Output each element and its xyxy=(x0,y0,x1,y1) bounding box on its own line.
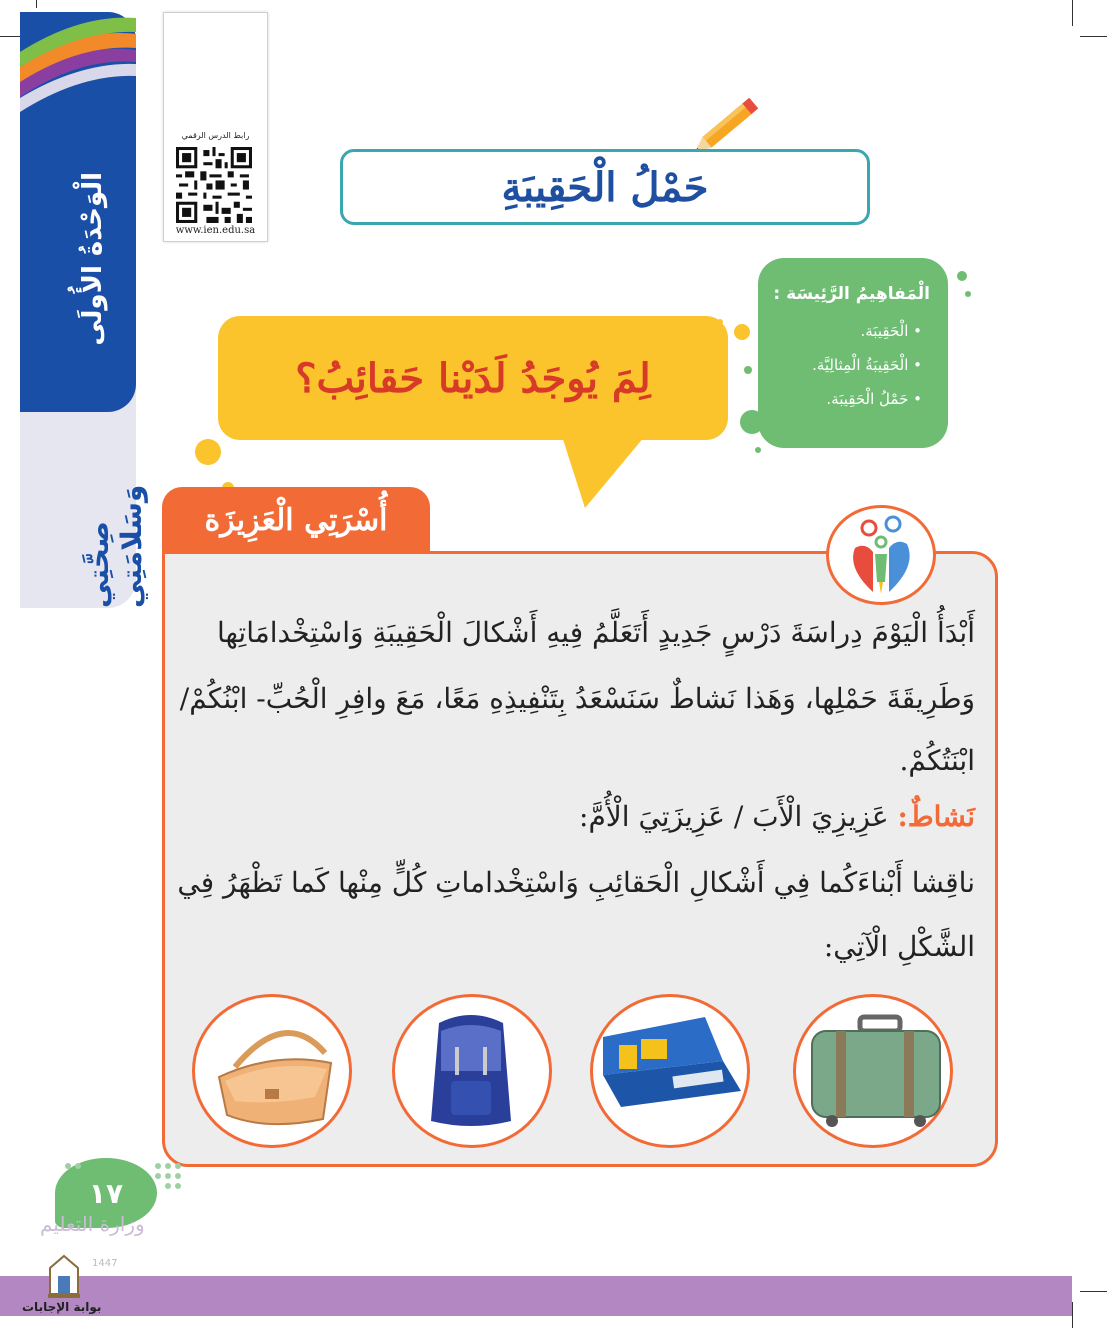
qr-panel xyxy=(163,12,268,242)
lesson-title-box xyxy=(340,149,870,225)
qr-url[interactable]: www.ien.edu.sa xyxy=(175,225,256,236)
portal-label[interactable]: بوابة الإجابات xyxy=(22,1300,102,1314)
side-tab xyxy=(20,12,148,608)
toolbox-icon xyxy=(593,997,747,1145)
backpack-image xyxy=(392,994,552,1148)
toolbox-image xyxy=(590,994,750,1148)
concept-item: • الْحَقِيبَةُ الْمِثالِيَّة. xyxy=(812,356,922,374)
body-line: ناقِشا أَبْناءَكُما فِي أَشْكالِ الْحَقائِبِ وَاسْتِخْداماتِ كُلٍّ مِنْها كَما تَظْهَرُ فِي xyxy=(177,866,975,899)
side-tab-decoration xyxy=(20,12,136,122)
handbag-image xyxy=(192,994,352,1148)
question-text: لِمَ يُوجَدُ لَدَيْنا حَقائِبُ؟ xyxy=(295,354,651,402)
concept-item: • حَمْلُ الْحَقِيبَة. xyxy=(826,390,922,408)
family-section-tab xyxy=(162,487,430,553)
family-icon xyxy=(829,508,933,602)
qr-label: رابط الدرس الرقمي xyxy=(181,131,250,140)
concept-item-text: الْحَقِيبَةُ الْمِثالِيَّة. xyxy=(812,356,909,374)
family-card xyxy=(162,551,998,1167)
footer-band xyxy=(0,1276,1072,1316)
body-line: الشَّكْلِ الْآتِي: xyxy=(823,930,975,963)
pencil-icon xyxy=(690,88,770,158)
unit-label: الْوَحْدَةُ الأُولَى xyxy=(78,172,108,346)
lesson-title: حَمْلُ الْحَقِيبَةِ xyxy=(501,163,709,211)
suitcase-icon xyxy=(796,997,950,1145)
page-number: ١٧ xyxy=(88,1176,124,1210)
backpack-icon xyxy=(395,997,549,1145)
activity-line xyxy=(579,800,975,833)
family-section-title: أُسْرَتِي الْعَزِيزَة xyxy=(204,502,388,538)
year-label: 1447 xyxy=(92,1258,118,1269)
bubble-dots-decoration xyxy=(736,262,976,462)
concept-item: • الْحَقِيبَة. xyxy=(860,322,922,340)
activity-address: عَزِيزِيَ الْأَبَ / عَزِيزَتِيَ الْأُمَّ: xyxy=(579,800,889,833)
activity-label: نَشاطٌ: xyxy=(897,800,975,833)
handbag-icon xyxy=(195,997,349,1145)
body-line: أَبْدَأُ الْيَوْمَ دِراسَةَ دَرْسٍ جَدِيدٍ أَتَعَلَّمُ فِيهِ أَشْكالَ الْحَقِيبَةِ وَاسْتِخْدامَاتِها xyxy=(216,616,975,649)
family-icon-badge xyxy=(826,505,936,605)
key-concepts-title: الْمَفاهِيمُ الرَّئِيسَة : xyxy=(773,284,930,304)
qr-code-icon[interactable] xyxy=(176,147,252,223)
body-line: ابْنَتُكُمْ. xyxy=(899,744,975,777)
concept-item-text: حَمْلُ الْحَقِيبَة. xyxy=(826,390,909,408)
ministry-logo-text: وزارة التعليم xyxy=(40,1212,145,1236)
theme-label: صِحَّتِي وَسَلامَتِي xyxy=(82,484,148,608)
body-line: وَطَرِيقَةَ حَمْلِها، وَهَذا نَشاطٌ سَنَسْعَدُ بِتَنْفِيذِهِ مَعًا، مَعَ وافِرِ الْحُبِّ- ابْنُكُمْ/ xyxy=(179,682,975,715)
portal-logo-icon[interactable] xyxy=(44,1254,84,1300)
dots-pattern-decoration xyxy=(58,1160,190,1200)
concept-item-text: الْحَقِيبَة. xyxy=(860,322,909,340)
suitcase-image xyxy=(793,994,953,1148)
